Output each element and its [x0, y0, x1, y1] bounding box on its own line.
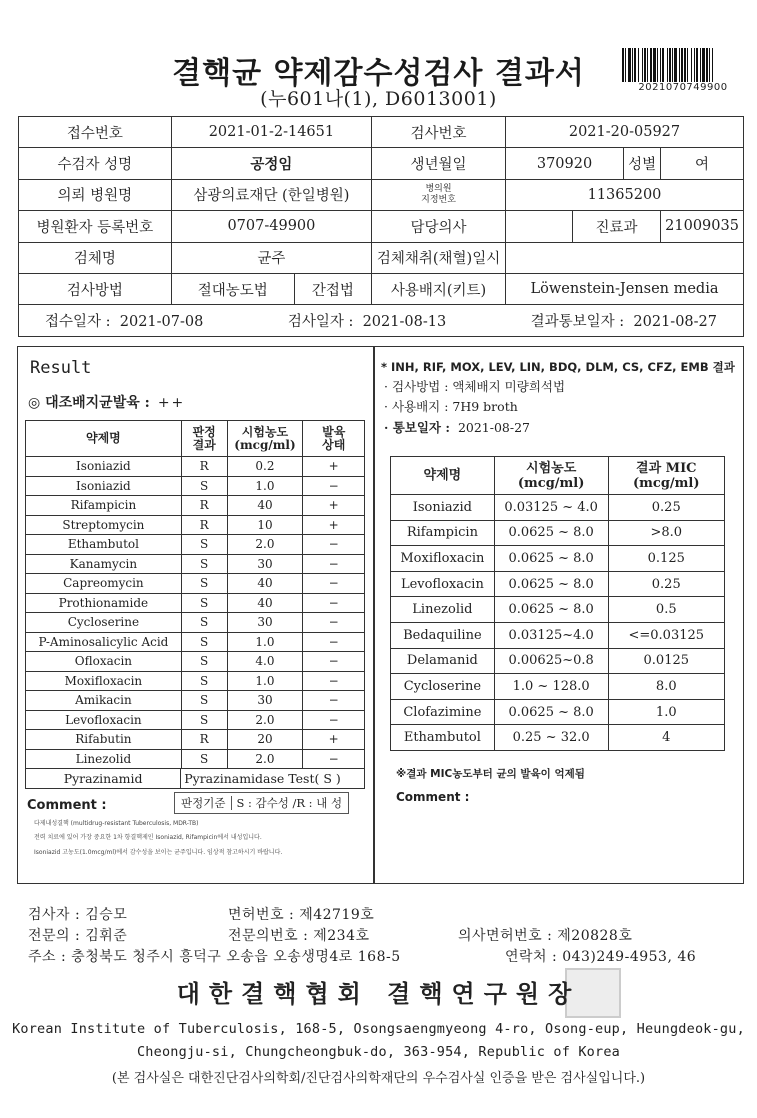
- patient-info-table: [18, 116, 744, 337]
- drug-col-header: 발육 상태: [303, 421, 365, 457]
- drug-cell-drug: P-Aminosalicylic Acid: [26, 632, 182, 652]
- drug-cell-conc: 1.0: [227, 671, 303, 691]
- control-growth-label: ◎ 대조배지균발육 :: [28, 395, 150, 411]
- method-label: 검사방법: [19, 273, 172, 304]
- table-row: [26, 730, 365, 750]
- hospital-label: 의뢰 병원명: [19, 179, 172, 210]
- drug-cell-conc: 30: [227, 613, 303, 633]
- certification-note: (본 검사실은 대한진단검사의학회/진단검사의학재단의 우수검사실 인증을 받은 검사실입니다.): [111, 1071, 646, 1086]
- collection-value: [506, 242, 744, 273]
- tested-value: 2021-08-13: [362, 314, 447, 331]
- mic-cell-mic: 0.25: [608, 571, 724, 597]
- drug-cell-drug: Ethambutol: [26, 535, 182, 555]
- dates-row: [19, 305, 744, 336]
- reported-value: 2021-08-27: [633, 314, 717, 331]
- tested-date: [288, 310, 446, 331]
- drug-susceptibility-table: [25, 420, 365, 769]
- drug-cell-growth: −: [303, 574, 365, 594]
- specialist: 전문의 : 김휘준: [28, 928, 128, 944]
- examiner: 검사자 : 김승모: [28, 907, 128, 923]
- mic-cell-mic: 1.0: [608, 699, 724, 725]
- table-row: [391, 648, 725, 674]
- received-label: 접수일자 :: [45, 314, 111, 331]
- drug-cell-result: S: [181, 652, 227, 672]
- table-row: [391, 622, 725, 648]
- mic-cell-drug: Moxifloxacin: [391, 546, 495, 572]
- medium-label: 사용배지(키트): [372, 273, 506, 304]
- drug-cell-result: S: [181, 749, 227, 769]
- drug-cell-result: S: [181, 593, 227, 613]
- table-row: [26, 691, 365, 711]
- table-row: [26, 574, 365, 594]
- sex-value: 여: [661, 148, 744, 179]
- mic-cell-mic: 8.0: [608, 674, 724, 700]
- drug-cell-growth: −: [303, 593, 365, 613]
- drug-cell-result: S: [181, 554, 227, 574]
- reception-no-label: 접수번호: [19, 117, 172, 148]
- drug-cell-result: S: [181, 535, 227, 555]
- mic-report-value: 2021-08-27: [457, 420, 531, 435]
- drug-cell-conc: 1.0: [227, 632, 303, 652]
- table-row: [391, 597, 725, 623]
- result-title: Result: [30, 358, 92, 378]
- drug-cell-conc: 30: [227, 691, 303, 711]
- test-no-label: 검사번호: [372, 117, 506, 148]
- comment-note-3: Isoniazid 고농도(1.0mcg/ml)에서 감수성을 보이는 균주입니다. 임상적 참고하시기 바랍니다.: [34, 849, 283, 856]
- test-no: 2021-20-05927: [506, 117, 744, 148]
- drug-cell-conc: 30: [227, 554, 303, 574]
- drug-cell-growth: −: [303, 652, 365, 672]
- specimen-label: 검체명: [19, 242, 172, 273]
- drug-cell-growth: −: [303, 632, 365, 652]
- table-row: [391, 546, 725, 572]
- comment-note-1: 다제내성결핵 (multidrug-resistant Tuberculosis, MDR-TB): [34, 820, 199, 827]
- mic-cell-drug: Linezolid: [391, 597, 495, 623]
- dob-label: 생년월일: [372, 148, 506, 179]
- mic-cell-mic: <=0.03125: [608, 622, 724, 648]
- mic-drug-list: * INH, RIF, MOX, LEV, LIN, BDQ, DLM, CS, CFZ, EMB 결과: [381, 360, 735, 374]
- table-row: [391, 495, 725, 521]
- medium-value: Löwenstein-Jensen media: [506, 273, 744, 304]
- table-row: [26, 457, 365, 477]
- drug-col-header: 약제명: [26, 421, 182, 457]
- table-row: [26, 710, 365, 730]
- mic-report-date: [384, 418, 530, 436]
- drug-cell-result: R: [181, 730, 227, 750]
- drug-cell-conc: 40: [227, 574, 303, 594]
- drug-cell-drug: Capreomycin: [26, 574, 182, 594]
- mic-cell-range: 0.00625~0.8: [494, 648, 608, 674]
- control-growth: [28, 392, 185, 412]
- mic-cell-mic: 0.125: [608, 546, 724, 572]
- drug-cell-drug: Linezolid: [26, 749, 182, 769]
- drug-cell-growth: +: [303, 496, 365, 516]
- mic-cell-range: 0.0625 ~ 8.0: [494, 571, 608, 597]
- drug-cell-result: R: [181, 496, 227, 516]
- english-address-1: Korean Institute of Tuberculosis, 168-5, Osongsaengmyeong 4-ro, Osong-eup, Heungdeok-gu,: [12, 1021, 745, 1037]
- drug-cell-conc: 1.0: [227, 476, 303, 496]
- comment-label-left: Comment :: [27, 798, 107, 813]
- mic-cell-range: 0.03125~4.0: [494, 622, 608, 648]
- drug-cell-growth: −: [303, 535, 365, 555]
- mic-cell-mic: 0.25: [608, 495, 724, 521]
- drug-cell-growth: −: [303, 476, 365, 496]
- table-row: [26, 749, 365, 769]
- barcode-number: 2021070749900: [638, 82, 728, 93]
- drug-cell-drug: Amikacin: [26, 691, 182, 711]
- mic-method: · 검사방법 : 액체배지 미량희석법: [384, 379, 566, 394]
- tested-label: 검사일자 :: [287, 314, 354, 331]
- mic-cell-range: 1.0 ~ 128.0: [494, 674, 608, 700]
- mic-cell-mic: 0.5: [608, 597, 724, 623]
- drug-cell-conc: 2.0: [227, 710, 303, 730]
- table-row: [391, 674, 725, 700]
- comment-note-2: 전력 치료에 있어 가장 중요한 1차 항결핵제인 Isoniazid, Rifampicin에서 내성입니다.: [34, 834, 262, 841]
- drug-cell-result: R: [181, 457, 227, 477]
- mic-cell-drug: Levofloxacin: [391, 571, 495, 597]
- table-row: [26, 593, 365, 613]
- table-row: [26, 652, 365, 672]
- dob-value: 370920: [506, 148, 624, 179]
- mic-cell-drug: Cycloserine: [391, 674, 495, 700]
- mic-cell-drug: Ethambutol: [391, 725, 495, 751]
- collection-label: 검체채취(채혈)일시: [372, 242, 506, 273]
- patient-reg-no: 0707-49900: [171, 211, 371, 242]
- drug-cell-drug: Rifampicin: [26, 496, 182, 516]
- mic-table-header: [391, 457, 725, 495]
- table-row: [391, 520, 725, 546]
- mic-cell-drug: Bedaquiline: [391, 622, 495, 648]
- hospital-code-label: [372, 179, 506, 210]
- report-title: 결핵균 약제감수성검사 결과서: [172, 56, 585, 91]
- drug-cell-conc: 0.2: [227, 457, 303, 477]
- reported-date: [531, 310, 717, 331]
- mic-col-header: 결과 MIC (mcg/ml): [608, 457, 724, 495]
- drug-cell-conc: 20: [227, 730, 303, 750]
- table-row: [26, 535, 365, 555]
- hospital-code: 11365200: [506, 179, 744, 210]
- doctor-value: [506, 211, 573, 242]
- specimen-value: 균주: [171, 242, 371, 273]
- doctor-label: 담당의사: [372, 211, 506, 242]
- dept-label: 진료과: [572, 211, 660, 242]
- pyrazinamide-table: [25, 768, 365, 789]
- contact: 연락처 : 043)249-4953, 46: [505, 949, 697, 965]
- drug-cell-growth: +: [303, 730, 365, 750]
- drug-cell-conc: 2.0: [227, 749, 303, 769]
- drug-cell-drug: Levofloxacin: [26, 710, 182, 730]
- table-row: [391, 725, 725, 751]
- hospital-code-label-line1: 병의원: [425, 183, 452, 194]
- report-code: (누601나(1), D6013001): [260, 88, 497, 110]
- drug-cell-drug: Streptomycin: [26, 515, 182, 535]
- method-1: 절대농도법: [171, 273, 294, 304]
- control-growth-value: ++: [157, 395, 186, 411]
- mic-cell-drug: Clofazimine: [391, 699, 495, 725]
- patient-reg-label: 병원환자 등록번호: [19, 211, 172, 242]
- drug-cell-result: S: [181, 632, 227, 652]
- drug-cell-growth: +: [303, 457, 365, 477]
- drug-cell-drug: Rifabutin: [26, 730, 182, 750]
- drug-cell-result: S: [181, 574, 227, 594]
- mic-table: [390, 456, 725, 751]
- mic-medium: · 사용배지 : 7H9 broth: [384, 399, 518, 414]
- table-row: [391, 571, 725, 597]
- criteria-text: S : 감수성 /R : 내 성: [236, 796, 343, 810]
- table-row: [26, 496, 365, 516]
- pza-drug: Pyrazinamid: [26, 769, 181, 789]
- mic-cell-range: 0.0625 ~ 8.0: [494, 546, 608, 572]
- mic-report-label: · 통보일자 :: [384, 420, 450, 435]
- address: 주소 : 충청북도 청주시 흥덕구 오송읍 오송생명4로 168-5: [28, 949, 401, 965]
- barcode-image: [622, 48, 744, 82]
- table-row: [26, 632, 365, 652]
- examiner-license: 면허번호 : 제42719호: [228, 907, 375, 923]
- table-row: [391, 699, 725, 725]
- mic-col-header: 약제명: [391, 457, 495, 495]
- name-label: 수검자 성명: [19, 148, 172, 179]
- specialist-no: 전문의번호 : 제234호: [228, 928, 370, 944]
- patient-name: 공정임: [171, 148, 371, 179]
- drug-cell-result: S: [181, 476, 227, 496]
- mic-cell-range: 0.25 ~ 32.0: [494, 725, 608, 751]
- drug-cell-result: S: [181, 613, 227, 633]
- drug-cell-growth: −: [303, 691, 365, 711]
- hospital-name: 삼광의료재단 (한일병원): [171, 179, 371, 210]
- institute-director: 대한결핵협회 결핵연구원장: [176, 979, 581, 1008]
- mic-cell-mic: 0.0125: [608, 648, 724, 674]
- mic-cell-range: 0.0625 ~ 8.0: [494, 520, 608, 546]
- english-address-2: Cheongju-si, Chungcheongbuk-do, 363-954, Republic of Korea: [136, 1044, 620, 1060]
- mic-footnote: ※결과 MIC농도부터 균의 발육이 억제됨: [396, 768, 585, 780]
- table-row: [26, 671, 365, 691]
- dept-value: 21009035: [661, 211, 744, 242]
- drug-table-header: [26, 421, 365, 457]
- table-row: [26, 476, 365, 496]
- drug-col-header: 시험농도 (mcg/ml): [227, 421, 303, 457]
- drug-cell-conc: 4.0: [227, 652, 303, 672]
- drug-cell-drug: Isoniazid: [26, 457, 182, 477]
- drug-cell-drug: Prothionamide: [26, 593, 182, 613]
- drug-cell-conc: 40: [227, 496, 303, 516]
- received-date: [45, 310, 203, 331]
- mic-cell-mic: 4: [608, 725, 724, 751]
- reception-no: 2021-01-2-14651: [171, 117, 371, 148]
- comment-label-right: Comment :: [396, 790, 470, 804]
- mic-col-header: 시험농도 (mcg/ml): [494, 457, 608, 495]
- drug-cell-drug: Moxifloxacin: [26, 671, 182, 691]
- drug-cell-drug: Ofloxacin: [26, 652, 182, 672]
- criteria-box: [174, 792, 349, 814]
- table-row: [26, 613, 365, 633]
- drug-cell-result: R: [181, 515, 227, 535]
- drug-cell-conc: 10: [227, 515, 303, 535]
- mic-cell-mic: >8.0: [608, 520, 724, 546]
- drug-cell-drug: Kanamycin: [26, 554, 182, 574]
- sex-label: 성별: [624, 148, 661, 179]
- hospital-code-label-line2: 지정번호: [421, 194, 456, 205]
- pza-result: Pyrazinamidase Test( S ): [181, 769, 365, 789]
- drug-cell-result: S: [181, 671, 227, 691]
- table-row: [26, 515, 365, 535]
- drug-cell-conc: 2.0: [227, 535, 303, 555]
- mic-cell-range: 0.03125 ~ 4.0: [494, 495, 608, 521]
- drug-cell-result: S: [181, 710, 227, 730]
- mic-cell-drug: Delamanid: [391, 648, 495, 674]
- drug-cell-growth: −: [303, 749, 365, 769]
- received-value: 2021-07-08: [119, 314, 204, 331]
- drug-col-header: 판정 결과: [181, 421, 227, 457]
- doctor-license: 의사면허번호 : 제20828호: [458, 928, 633, 944]
- drug-cell-growth: −: [303, 671, 365, 691]
- mic-cell-drug: Isoniazid: [391, 495, 495, 521]
- mic-cell-range: 0.0625 ~ 8.0: [494, 699, 608, 725]
- table-row: [26, 554, 365, 574]
- drug-cell-growth: −: [303, 613, 365, 633]
- reported-label: 결과통보일자 :: [530, 314, 625, 331]
- drug-cell-growth: −: [303, 710, 365, 730]
- method-2: 간접법: [294, 273, 371, 304]
- drug-cell-conc: 40: [227, 593, 303, 613]
- drug-cell-result: S: [181, 691, 227, 711]
- criteria-label: 판정기준: [181, 796, 232, 810]
- drug-cell-growth: −: [303, 554, 365, 574]
- drug-cell-drug: Isoniazid: [26, 476, 182, 496]
- drug-cell-drug: Cycloserine: [26, 613, 182, 633]
- drug-cell-growth: +: [303, 515, 365, 535]
- mic-cell-range: 0.0625 ~ 8.0: [494, 597, 608, 623]
- mic-cell-drug: Rifampicin: [391, 520, 495, 546]
